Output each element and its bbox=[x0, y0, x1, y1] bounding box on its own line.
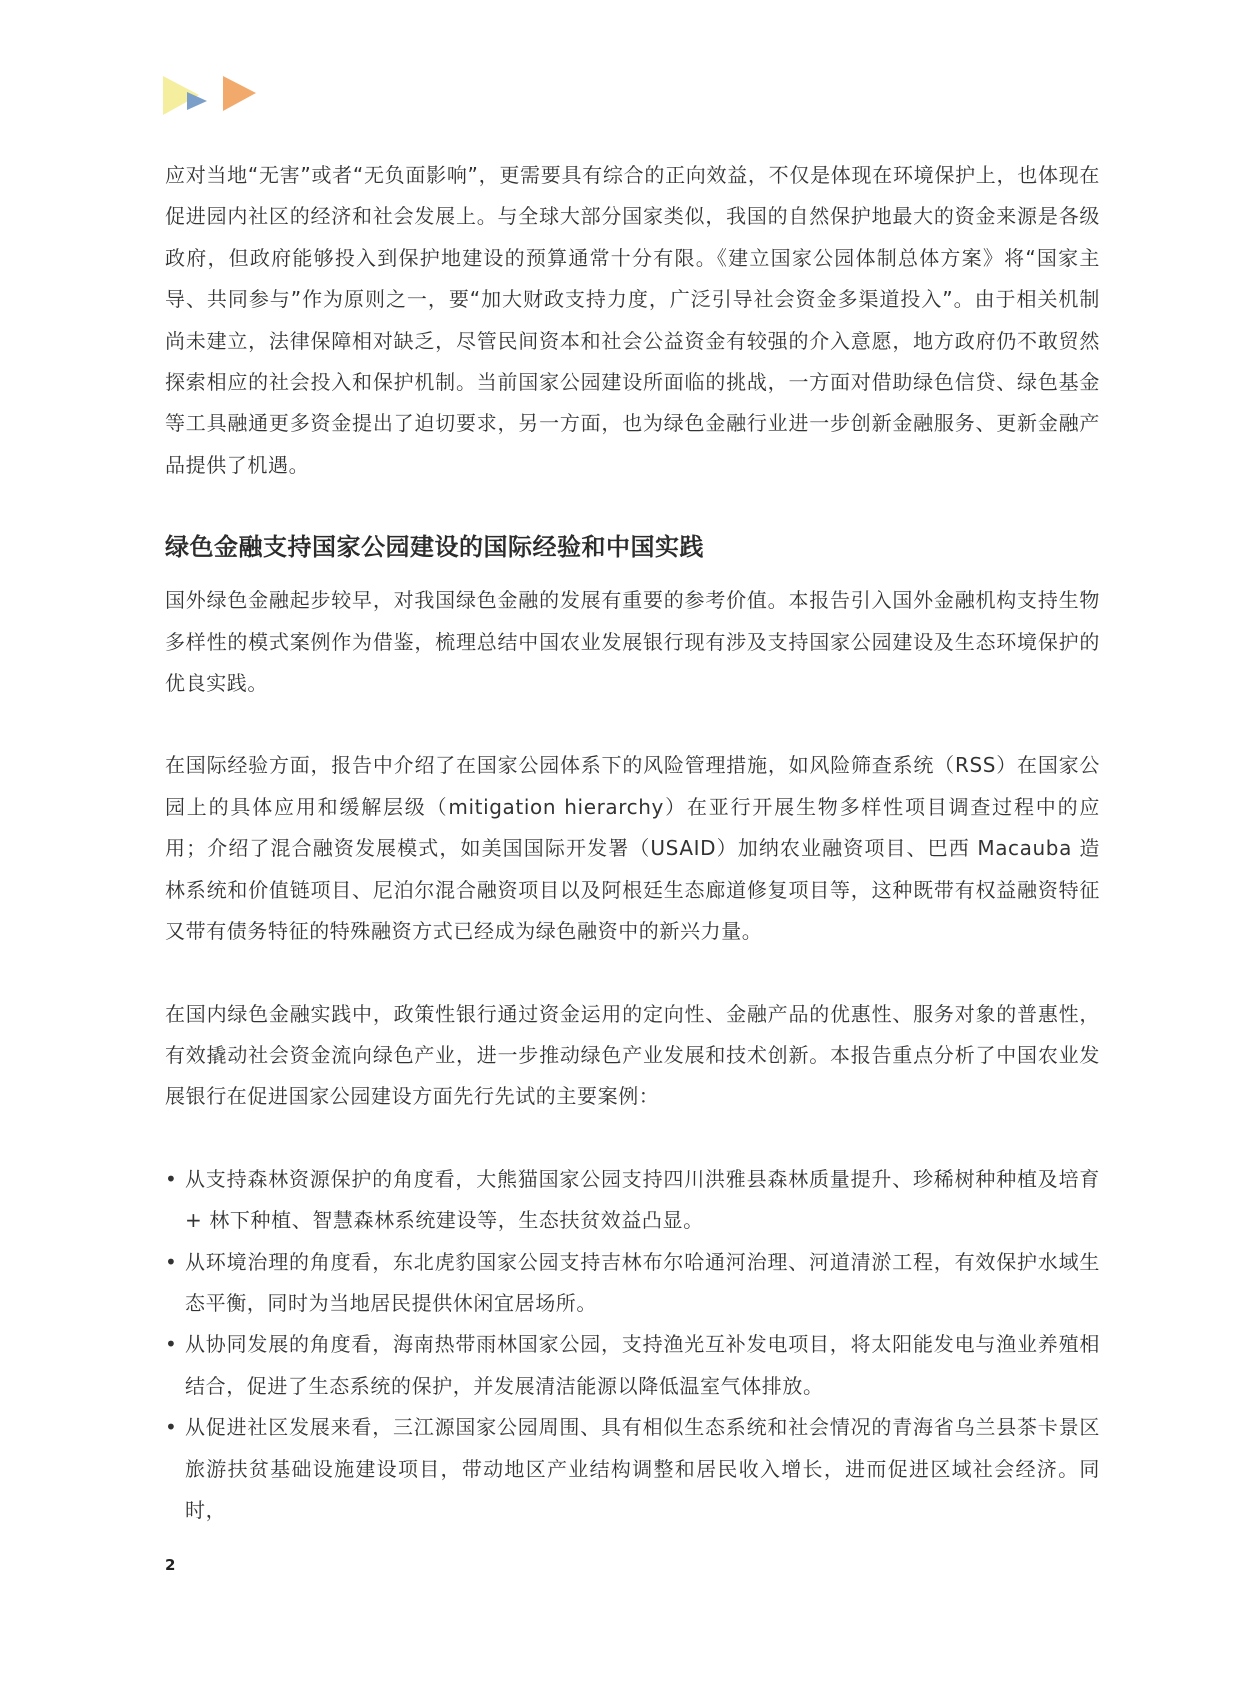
section-paragraph: 国外绿色金融起步较早，对我国绿色金融的发展有重要的参考价值。本报告引入国外金融机构支持生物多样性的模式案例作为借鉴，梳理总结中国农业发展银行现有涉及支持国家公园建设及生态环境保护的优良实践。 bbox=[165, 588, 1100, 696]
intro-paragraph: 应对当地“无害”或者“无负面影响”，更需要具有综合的正向效益，不仅是体现在环境保护上，也体现在促进园内社区的经济和社会发展上。与全球大部分国家类似，我国的自然保护地最大的资金来源是各级政府，但政府能够投入到保护地建设的预算通常十分有限。《建立国家公园体制总体方案》将“国家主导、共同参与”作为原则之一，要“加大财政支持力度，广泛引导社会资金多渠道投入”。由于相关机制尚未建立，法律保障相对缺乏，尽管民间资本和社会公益资金有较强的介入意愿，地方政府仍不敢贸然探索相应的社会投入和保护机制。当前国家公园建设所面临的挑战，一方面对借助绿色信贷、绿色基金等工具融通更多资金提出了迫切要求，另一方面，也为绿色金融行业进一步创新金融服务、更新金融产品提供了机遇。 bbox=[165, 163, 1100, 477]
list-item bbox=[165, 1407, 1100, 1531]
bullet-icon: • bbox=[165, 1249, 178, 1274]
list-item bbox=[165, 1159, 1100, 1242]
section-paragraph: 在国际经验方面，报告中介绍了在国家公园体系下的风险管理措施，如风险筛查系统（RSS）在国家公园上的具体应用和缓解层级（mitigation hierarchy）在亚行开展生物多样性项目调查过程中的应用；介绍了混合融资发展模式，如美国国际开发署（USAID）加纳农业融资项目、巴西 Macauba 造林系统和价值链项目、尼泊尔混合融资项目以及阿根廷生态廊道修复项目等，这种既带有权益融资特征又带有债务特征的特殊融资方式已经成为绿色融资中的新兴力量。 bbox=[165, 753, 1100, 944]
list-item-text: 从协同发展的角度看，海南热带雨林国家公园，支持渔光互补发电项目，将太阳能发电与渔业养殖相结合，促进了生态系统的保护，并发展清洁能源以降低温室气体排放。 bbox=[185, 1332, 1100, 1398]
list-item bbox=[165, 1242, 1100, 1325]
list-item bbox=[165, 1324, 1100, 1407]
bullet-icon: • bbox=[165, 1415, 178, 1440]
orange-triangle-icon bbox=[223, 76, 256, 111]
list-item-text: 从支持森林资源保护的角度看，大熊猫国家公园支持四川洪雅县森林质量提升、珍稀树种种植及培育 + 林下种植、智慧森林系统建设等，生态扶贫效益凸显。 bbox=[185, 1166, 1100, 1233]
page-content bbox=[165, 155, 1100, 1531]
bullet-icon: • bbox=[165, 1332, 178, 1357]
brand-logo-triangles-icon bbox=[163, 76, 283, 122]
section-paragraph: 在国内绿色金融实践中，政策性银行通过资金运用的定向性、金融产品的优惠性、服务对象的普惠性，有效撬动社会资金流向绿色产业，进一步推动绿色产业发展和技术创新。本报告重点分析了中国农业发展银行在促进国家公园建设方面先行先试的主要案例： bbox=[165, 1001, 1100, 1109]
section-heading: 绿色金融支持国家公园建设的国际经验和中国实践 bbox=[165, 533, 704, 562]
list-item-text: 从促进社区发展来看，三江源国家公园周围、具有相似生态系统和社会情况的青海省乌兰县茶卡景区旅游扶贫基础设施建设项目，带动地区产业结构调整和居民收入增长，进而促进区域社会经济。同时， bbox=[185, 1415, 1100, 1522]
bullet-icon: • bbox=[165, 1166, 178, 1191]
case-list bbox=[165, 1159, 1100, 1532]
list-item-text: 从环境治理的角度看，东北虎豹国家公园支持吉林布尔哈通河治理、河道清淤工程，有效保护水域生态平衡，同时为当地居民提供休闲宜居场所。 bbox=[185, 1249, 1100, 1315]
page-number: 2 bbox=[165, 1556, 176, 1574]
